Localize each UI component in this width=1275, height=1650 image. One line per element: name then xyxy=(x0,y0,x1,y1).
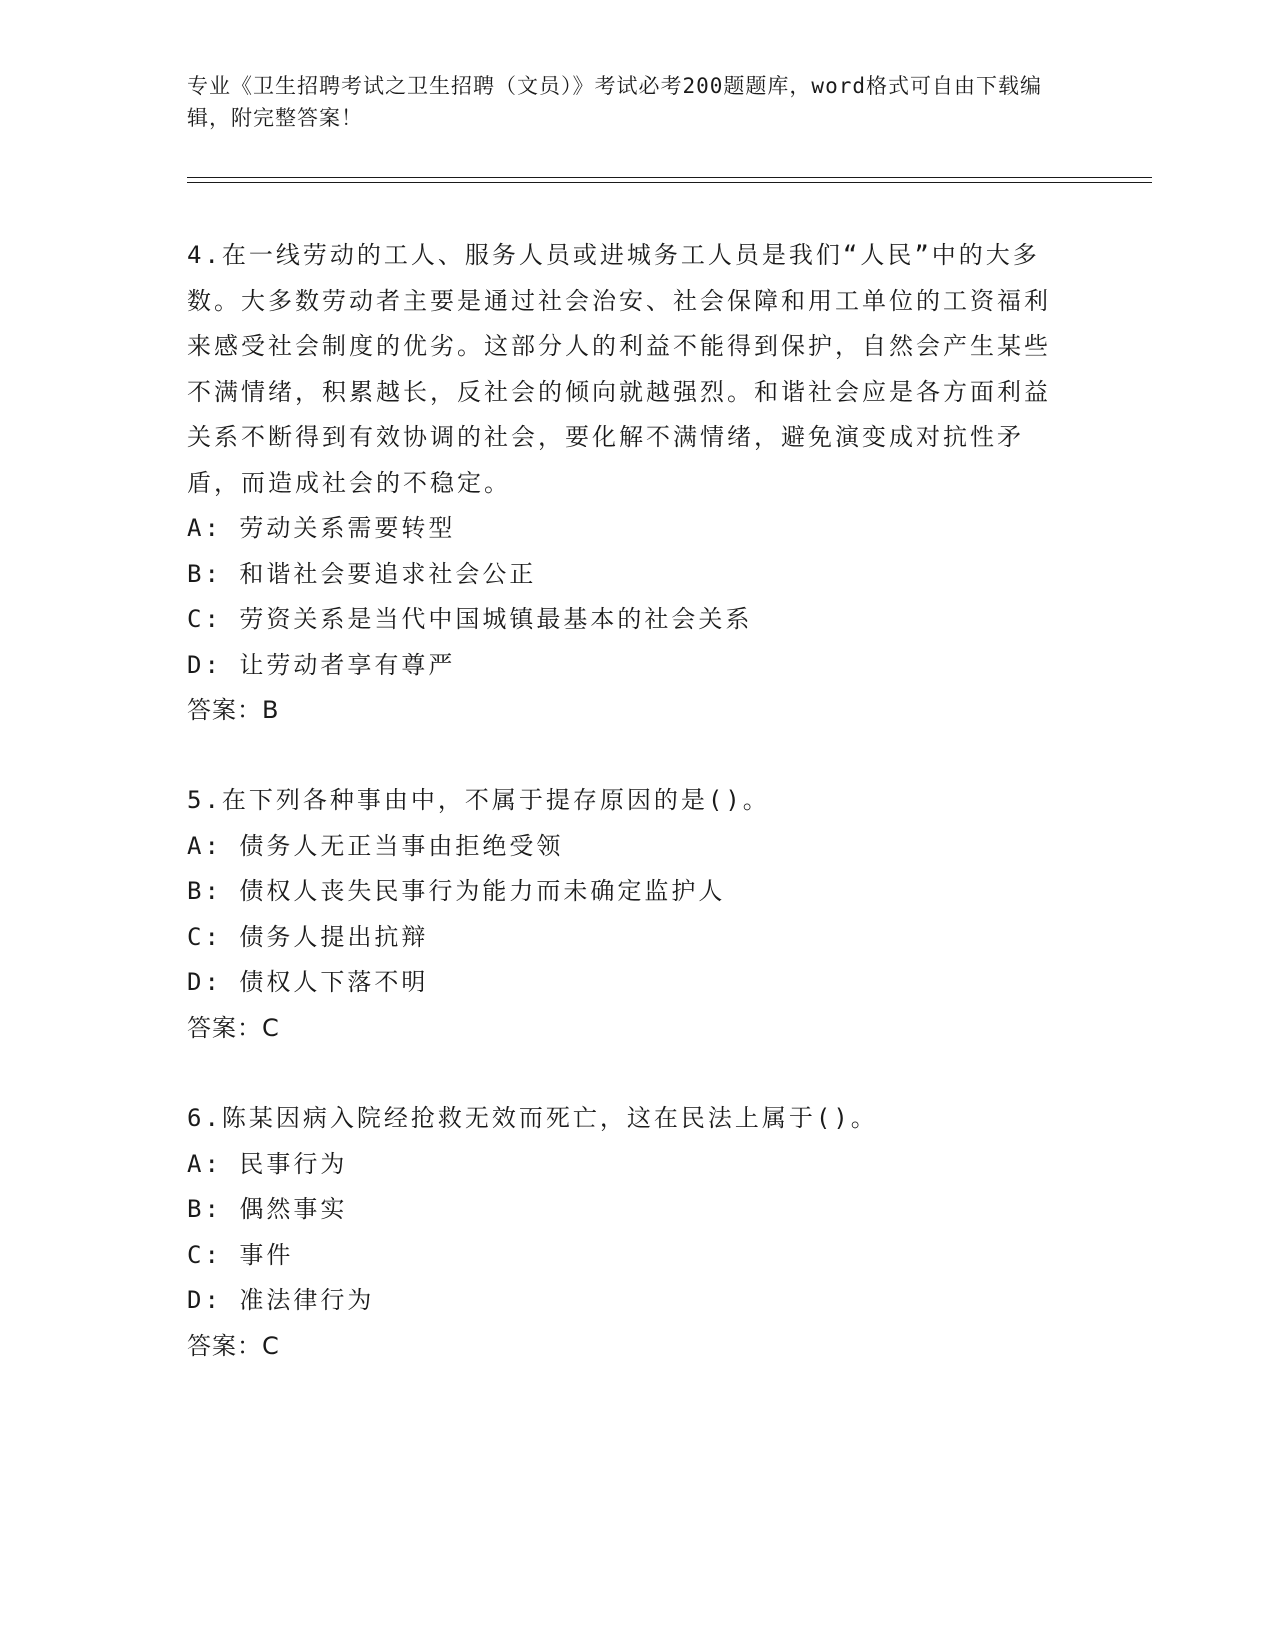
option-c: C: 劳资关系是当代中国城镇最基本的社会关系 xyxy=(187,605,753,633)
question-stem: 5.在下列各种事由中，不属于提存原因的是()。 xyxy=(187,786,770,814)
answer: 答案：C xyxy=(187,1013,280,1042)
option-b: B: 和谐社会要追求社会公正 xyxy=(187,559,537,588)
question-5 xyxy=(187,778,1067,1051)
question-stem: 6.陈某因病入院经抢救无效而死亡，这在民法上属于()。 xyxy=(187,1104,878,1132)
header-divider-bottom xyxy=(187,182,1152,183)
question-4 xyxy=(187,233,1067,734)
option-d: D: 准法律行为 xyxy=(187,1286,375,1314)
option-b: B: 偶然事实 xyxy=(187,1195,348,1223)
option-a: A: 债务人无正当事由拒绝受领 xyxy=(187,831,564,860)
option-a: A: 劳动关系需要转型 xyxy=(187,514,456,542)
option-b: B: 债权人丧失民事行为能力而未确定监护人 xyxy=(187,877,726,905)
option-c: C: 债务人提出抗辩 xyxy=(187,922,429,951)
document-header: 专业《卫生招聘考试之卫生招聘（文员）》考试必考200题题库，word格式可自由下载编辑，附完整答案！ xyxy=(187,74,1042,130)
option-d: D: 债权人下落不明 xyxy=(187,968,429,996)
header-divider-top xyxy=(187,177,1152,178)
answer: 答案：C xyxy=(187,1331,280,1360)
question-6 xyxy=(187,1096,1067,1369)
answer: 答案：B xyxy=(187,696,280,724)
question-stem: 4.在一线劳动的工人、服务人员或进城务工人员是我们“人民”中的大多数。大多数劳动者主要是通过社会治安、社会保障和用工单位的工资福利来感受社会制度的优劣。这部分人的利益不能得到保护，自然会产生某些不满情绪，积累越长，反社会的倾向就越强烈。和谐社会应是各方面利益关系不断得到有效协调的社会，要化解不满情绪，避免演变成对抗性矛盾，而造成社会的不稳定。 xyxy=(187,241,1051,497)
option-d: D: 让劳动者享有尊严 xyxy=(187,650,456,679)
option-c: C: 事件 xyxy=(187,1240,294,1269)
option-a: A: 民事行为 xyxy=(187,1149,348,1178)
